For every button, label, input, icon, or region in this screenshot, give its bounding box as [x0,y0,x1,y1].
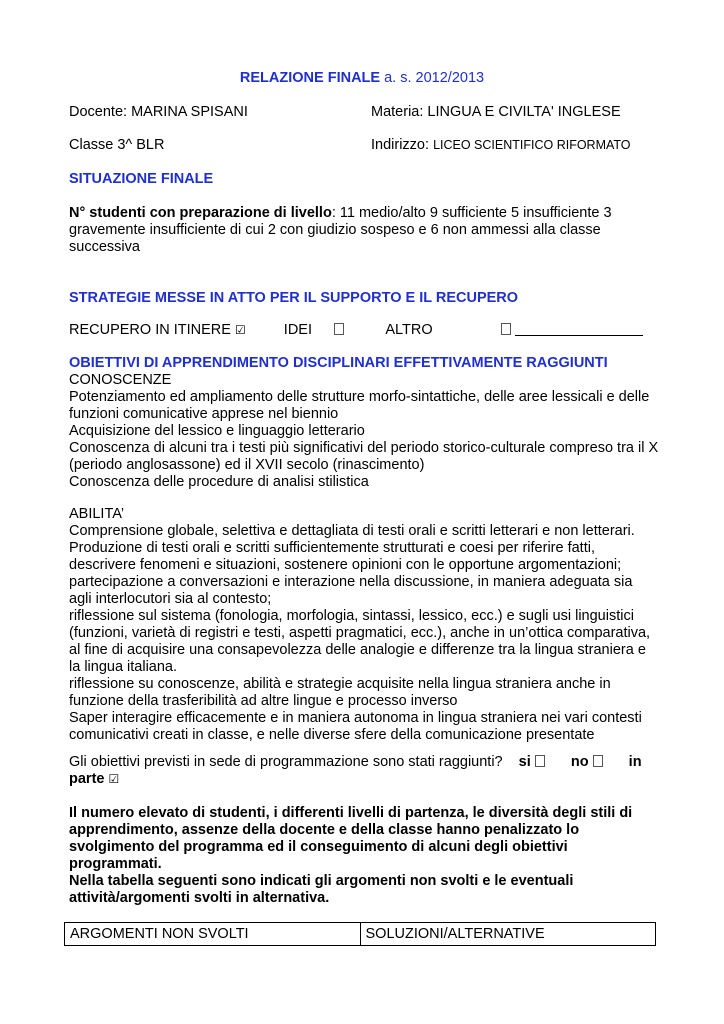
abilita-line: Comprensione globale, selettiva e dettagliata di testi orali e scritti letterari e non letterari. [69,523,635,539]
strategie-heading: STRATEGIE MESSE IN ATTO PER IL SUPPORTO E IL RECUPERO [69,290,519,306]
note-paragraph-1: Il numero elevato di studenti, i differenti livelli di partenza, le diversità degli stili di apprendimento, assenze della docente e della classe hanno penalizzato lo svolgimento del programma ed il conseguimento di alcuni degli obiettivi programmati. [69,805,633,872]
conoscenze-line: Potenziamento ed ampliamento delle strutture morfo-sintattiche, delle aree lessicali e delle funzioni comunicative apprese nel biennio [69,389,650,422]
conoscenze-line: Acquisizione del lessico e linguaggio letterario [69,423,365,439]
abilita-line: riflessione sul sistema (fonologia, morfologia, sintassi, lessico, ecc.) e sugli usi linguistici (funzioni, varietà di registri e testi, aspetti pragmatici, ecc.), anche in un’ottica comparativa, al fine di acquisire una consapevolezza delle analogie e differenze tra la lingua straniera e la lingua italiana. [69,608,651,675]
indirizzo [371,137,631,154]
abilita-block [69,506,659,744]
abilita-title: ABILITA’ [69,506,125,522]
situazione-label: N° studenti con preparazione di livello [69,205,332,221]
conoscenze-block [69,372,659,491]
abilita-line: partecipazione a conversazioni e interazione nella discussione, in maniera adeguata sia agli interlocutori sia al contesto; [69,574,633,607]
title-bold: RELAZIONE FINALE [239,70,381,86]
strategie-options [69,322,669,339]
indirizzo-value: LICEO SCIENTIFICO RIFORMATO [433,138,631,152]
table-row [65,923,656,946]
recupero-checkbox-checked[interactable]: ☑ [234,323,246,337]
conoscenze-title: CONOSCENZE [69,372,172,388]
altro-checkbox[interactable] [501,323,511,335]
abilita-line: Saper interagire efficacemente e in maniera autonoma in lingua straniera nei vari contesti comunicativi creati in classe, e nelle diverse sfere della comunicazione presentate [69,710,642,743]
recupero-label: RECUPERO IN ITINERE [69,322,231,338]
table-header-argomenti: ARGOMENTI NON SVOLTI [65,923,361,946]
materia: Materia: LINGUA E CIVILTA' INGLESE [371,104,621,120]
obiettivi-heading: OBIETTIVI DI APPRENDIMENTO DISCIPLINARI EFFETTIVAMENTE RAGGIUNTI [69,355,608,371]
in-parte-checkbox-checked[interactable]: ☑ [108,772,120,786]
situazione-heading: SITUAZIONE FINALE [69,171,214,187]
argomenti-table [64,922,656,946]
situazione-text: : 11 medio/alto 9 sufficiente 5 insufficiente 3 gravemente insufficiente di cui 2 con giudizio sospeso e 6 non ammessi alla classe successiva [69,205,612,255]
no-label: no [570,754,589,770]
question-text: Gli obiettivi previsti in sede di programmazione sono stati raggiunti? [69,754,503,770]
abilita-line: riflessione su conoscenze, abilità e strategie acquisite nella lingua straniera anche in funzione della trasferibilità ad altre lingue e processo inverso [69,676,611,709]
docente: Docente: MARINA SPISANI [69,104,248,120]
conoscenze-line: Conoscenza delle procedure di analisi stilistica [69,474,369,490]
altro-label: ALTRO [385,322,433,338]
conoscenze-line: Conoscenza di alcuni tra i testi più significativi del periodo storico-culturale compreso tra il X (periodo anglosassone) ed il XVII secolo (rinascimento) [69,440,659,473]
title-year: a. s. 2012/2013 [384,70,485,86]
idei-checkbox[interactable] [334,323,344,335]
obiettivi-question [69,754,659,788]
in-parte-label-2: parte [69,771,105,787]
indirizzo-label: Indirizzo: [371,137,430,153]
altro-blank-line [515,322,643,336]
page-title [0,70,724,87]
situazione-paragraph [69,205,659,256]
table-header-soluzioni: SOLUZIONI/ALTERNATIVE [360,923,656,946]
idei-label: IDEI [283,322,312,338]
si-label: si [518,754,531,770]
in-parte-label-1: in [628,754,642,770]
abilita-line: Produzione di testi orali e scritti sufficientemente strutturati e coesi per riferire fatti, descrivere fenomeni e situazioni, sostenere opinioni con le opportune argomentazioni; [69,540,622,573]
classe: Classe 3^ BLR [69,137,165,153]
si-checkbox[interactable] [535,755,545,767]
no-checkbox[interactable] [593,755,603,767]
note-paragraph-2: Nella tabella seguenti sono indicati gli argomenti non svolti e le eventuali attività/argomenti svolti in alternativa. [69,873,574,906]
